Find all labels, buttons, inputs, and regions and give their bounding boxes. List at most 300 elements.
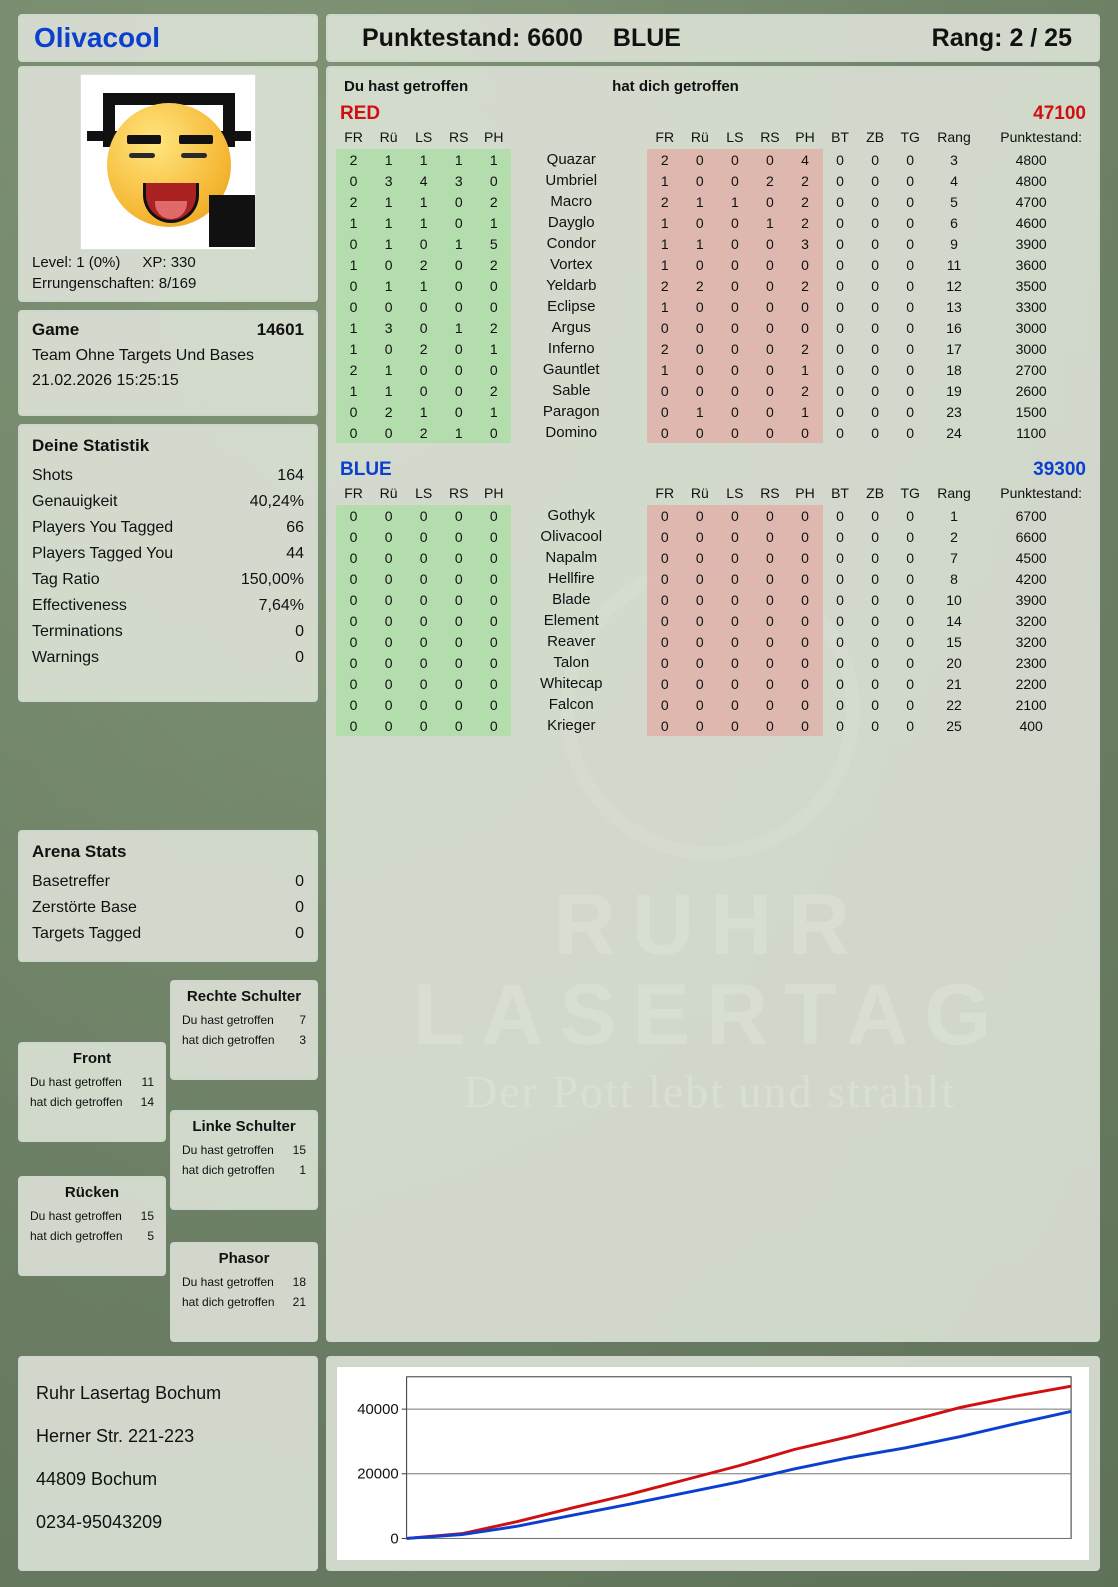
page-title: Olivacool	[34, 22, 161, 53]
game-mode: Team Ohne Targets Und Bases	[32, 347, 255, 364]
cell-zb: 0	[871, 717, 879, 734]
cell-hit: 0	[336, 673, 371, 694]
table-row[interactable]	[336, 149, 1090, 170]
cell-hit: 0	[441, 526, 476, 547]
table-row[interactable]	[336, 254, 1090, 275]
cell-got: 0	[647, 380, 682, 401]
team-name: RED	[340, 103, 381, 124]
cell-hit: 0	[441, 401, 476, 422]
table-row[interactable]	[336, 296, 1090, 317]
cell-zb: 0	[871, 256, 879, 273]
team-header-red	[336, 101, 1090, 127]
cell-got: 0	[717, 505, 752, 526]
cell-got: 0	[787, 505, 822, 526]
cell-got: 1	[647, 212, 682, 233]
zone-hit-row	[180, 1010, 308, 1030]
cell-hit: 1	[371, 359, 406, 380]
cell-got: 0	[752, 296, 787, 317]
table-row[interactable]	[336, 568, 1090, 589]
cell-score: 3000	[1015, 319, 1047, 336]
cell-got: 0	[717, 631, 752, 652]
cell-bt: 0	[836, 151, 844, 168]
cell-player-name: Eclipse	[547, 298, 596, 315]
arena-stats-title: Arena Stats	[32, 842, 127, 861]
cell-hit: 0	[406, 631, 441, 652]
avatar-card	[18, 66, 318, 302]
cell-got: 0	[682, 212, 717, 233]
cell-got: 0	[717, 254, 752, 275]
table-row[interactable]	[336, 526, 1090, 547]
cell-zb: 0	[871, 591, 879, 608]
cell-zb: 0	[871, 424, 879, 441]
cell-rank: 3	[950, 151, 958, 168]
cell-tg: 0	[906, 507, 915, 524]
cell-got: 0	[752, 610, 787, 631]
cell-got: 1	[647, 170, 682, 191]
cell-bt: 0	[836, 570, 844, 587]
zone-hit-row	[28, 1206, 156, 1226]
table-row[interactable]	[336, 170, 1090, 191]
col-player	[511, 483, 647, 505]
cell-hit: 1	[406, 191, 441, 212]
arena-stats-card	[18, 830, 318, 962]
cell-hit: 0	[406, 526, 441, 547]
team-table-blue	[336, 483, 1090, 736]
col-hit-RS: RS	[448, 485, 469, 501]
cell-got: 0	[717, 380, 752, 401]
cell-got: 0	[682, 610, 717, 631]
cell-rank: 15	[946, 633, 962, 650]
table-row[interactable]	[336, 275, 1090, 296]
rank-label: Rang: 2 / 25	[931, 23, 1072, 52]
cell-bt: 0	[836, 319, 844, 336]
cell-hit: 2	[476, 191, 511, 212]
cell-got: 0	[752, 401, 787, 422]
col-hit-LS: LS	[415, 129, 433, 145]
cell-got: 0	[682, 526, 717, 547]
zone-hit-value: 18	[292, 1275, 306, 1289]
cell-hit: 0	[476, 547, 511, 568]
cell-zb: 0	[871, 340, 879, 357]
cell-got: 2	[787, 170, 822, 191]
table-row[interactable]	[336, 505, 1090, 526]
chart-svg	[337, 1367, 1089, 1560]
cell-got: 0	[682, 673, 717, 694]
team-name: BLUE	[340, 459, 392, 480]
cell-tg: 0	[906, 340, 915, 357]
address-line: 44809 Bochum	[36, 1469, 158, 1489]
chart-plot-frame	[407, 1377, 1071, 1539]
cell-got: 0	[647, 610, 682, 631]
cell-score: 1500	[1015, 403, 1047, 420]
cell-bt: 0	[836, 424, 844, 441]
cell-hit: 0	[441, 589, 476, 610]
cell-player-name: Krieger	[547, 717, 596, 734]
stat-label: Players You Tagged	[32, 519, 174, 536]
cell-got: 2	[682, 275, 717, 296]
table-row[interactable]	[336, 694, 1090, 715]
col-tg: TG	[900, 485, 920, 501]
cell-hit: 2	[371, 401, 406, 422]
table-row[interactable]	[336, 317, 1090, 338]
cell-rank: 23	[946, 403, 962, 420]
stat-row	[32, 645, 304, 671]
cell-got: 0	[752, 338, 787, 359]
cell-bt: 0	[836, 172, 844, 189]
cell-got: 1	[682, 401, 717, 422]
cell-player-name: Condor	[546, 235, 596, 252]
cell-hit: 0	[371, 296, 406, 317]
zone-hit-label: Du hast getroffen	[30, 1075, 122, 1089]
cell-got: 0	[752, 380, 787, 401]
table-row[interactable]	[336, 401, 1090, 422]
cell-bt: 0	[836, 696, 844, 713]
col-rang: Rang	[937, 485, 971, 501]
cell-bt: 0	[836, 675, 844, 692]
zone-got-row	[28, 1092, 156, 1112]
table-row[interactable]	[336, 380, 1090, 401]
cell-rank: 9	[950, 235, 958, 252]
cell-got: 1	[682, 191, 717, 212]
cell-got: 2	[647, 191, 682, 212]
table-row[interactable]	[336, 359, 1090, 380]
score-label: Punktestand: 6600	[362, 23, 583, 52]
cell-player-name: Umbriel	[545, 172, 598, 189]
cell-bt: 0	[836, 256, 844, 273]
cell-player-name: Olivacool	[540, 528, 603, 545]
cell-got: 0	[787, 631, 822, 652]
cell-got: 1	[682, 233, 717, 254]
cell-tg: 0	[906, 591, 915, 608]
cell-got: 0	[717, 673, 752, 694]
cell-zb: 0	[871, 382, 879, 399]
cell-player-name: Gauntlet	[542, 361, 600, 378]
cell-zb: 0	[871, 507, 879, 524]
cell-got: 1	[752, 212, 787, 233]
cell-got: 0	[787, 317, 822, 338]
zone-title: Front	[72, 1050, 112, 1067]
cell-got: 2	[787, 212, 822, 233]
cell-hit: 1	[371, 380, 406, 401]
cell-zb: 0	[871, 319, 879, 336]
table-row[interactable]	[336, 631, 1090, 652]
cell-got: 1	[647, 296, 682, 317]
cell-player-name: Reaver	[547, 633, 596, 650]
cell-player-name: Vortex	[549, 256, 593, 273]
cell-hit: 0	[336, 715, 371, 736]
cell-zb: 0	[871, 612, 879, 629]
table-row[interactable]	[336, 610, 1090, 631]
cell-got: 1	[717, 191, 752, 212]
table-row[interactable]	[336, 673, 1090, 694]
cell-tg: 0	[906, 151, 915, 168]
cell-rank: 1	[950, 507, 958, 524]
table-row[interactable]	[336, 422, 1090, 443]
cell-hit: 1	[476, 212, 511, 233]
cell-score: 6600	[1015, 528, 1047, 545]
cell-hit: 1	[371, 149, 406, 170]
cell-tg: 0	[906, 654, 915, 671]
cell-tg: 0	[906, 549, 915, 566]
cell-rank: 2	[950, 528, 958, 545]
table-row[interactable]	[336, 191, 1090, 212]
cell-player-name: Falcon	[548, 696, 594, 713]
cell-hit: 0	[476, 610, 511, 631]
cell-got: 0	[647, 317, 682, 338]
score-progress-chart-card	[326, 1356, 1100, 1571]
cell-got: 0	[752, 359, 787, 380]
zone-hit-label: Du hast getroffen	[182, 1143, 274, 1157]
cell-hit: 3	[371, 317, 406, 338]
zone-got-row	[180, 1292, 308, 1312]
arena-row	[32, 869, 304, 895]
heading-hits-dealt: Du hast getroffen	[344, 78, 469, 95]
cell-player-name: Sable	[552, 382, 591, 399]
cell-tg: 0	[906, 361, 915, 378]
cell-got: 2	[647, 149, 682, 170]
cell-tg: 0	[906, 717, 915, 734]
cell-tg: 0	[906, 675, 915, 692]
cell-got: 0	[717, 212, 752, 233]
game-id: 14601	[256, 320, 304, 339]
cell-got: 0	[682, 338, 717, 359]
player-name-card	[18, 14, 318, 62]
col-got-PH: PH	[795, 129, 815, 145]
cell-player-name: Element	[543, 612, 599, 629]
zone-got-label: hat dich getroffen	[182, 1295, 275, 1309]
cell-hit: 0	[441, 547, 476, 568]
col-got-LS: LS	[726, 129, 744, 145]
zone-title: Linke Schulter	[192, 1118, 296, 1135]
cell-got: 0	[752, 275, 787, 296]
cell-zb: 0	[871, 214, 879, 231]
cell-player-name: Hellfire	[547, 570, 595, 587]
cell-hit: 0	[406, 380, 441, 401]
game-card	[18, 310, 318, 416]
heading-hits-taken: hat dich getroffen	[612, 78, 739, 95]
col-got-LS: LS	[726, 485, 744, 501]
cell-got: 0	[717, 715, 752, 736]
cell-tg: 0	[906, 424, 915, 441]
cell-hit: 0	[476, 275, 511, 296]
cell-got: 0	[717, 233, 752, 254]
cell-bt: 0	[836, 612, 844, 629]
table-row[interactable]	[336, 715, 1090, 736]
zone-card-phasor	[170, 1242, 318, 1342]
zone-card-rechte-schulter	[170, 980, 318, 1080]
cell-hit: 0	[371, 338, 406, 359]
game-title: Game	[32, 320, 80, 339]
col-got-Rü: Rü	[690, 129, 709, 145]
cell-zb: 0	[871, 696, 879, 713]
zone-card-ruecken	[18, 1176, 166, 1276]
stat-label: Players Tagged You	[32, 545, 174, 562]
col-zb: ZB	[866, 129, 885, 145]
cell-hit: 0	[336, 422, 371, 443]
cell-hit: 0	[371, 547, 406, 568]
cell-zb: 0	[871, 675, 879, 692]
scoreboard-card	[326, 66, 1100, 1342]
zone-hit-value: 11	[141, 1075, 154, 1089]
cell-hit: 2	[476, 380, 511, 401]
cell-hit: 0	[336, 694, 371, 715]
cell-got: 0	[787, 296, 822, 317]
cell-hit: 1	[336, 212, 371, 233]
col-bt: BT	[831, 485, 849, 501]
cell-score: 2100	[1015, 696, 1047, 713]
zone-got-value: 5	[147, 1229, 154, 1243]
team-label: BLUE	[612, 23, 681, 52]
cell-got: 0	[682, 547, 717, 568]
achievements-line: Errungenschaften: 8/169	[32, 275, 197, 292]
cell-bt: 0	[836, 549, 844, 566]
stat-value: 40,24%	[249, 493, 304, 510]
table-row[interactable]	[336, 338, 1090, 359]
zone-title: Phasor	[218, 1250, 270, 1267]
scoreboard-headings	[336, 74, 1090, 101]
cell-rank: 8	[950, 570, 958, 587]
cell-got: 0	[647, 589, 682, 610]
header-summary	[326, 14, 1100, 62]
cell-player-name: Domino	[545, 424, 598, 441]
cell-zb: 0	[871, 570, 879, 587]
cell-got: 0	[752, 233, 787, 254]
cell-got: 0	[682, 296, 717, 317]
cell-hit: 0	[371, 254, 406, 275]
cell-bt: 0	[836, 361, 844, 378]
col-zb: ZB	[866, 485, 885, 501]
cell-got: 0	[752, 694, 787, 715]
cell-hit: 0	[441, 715, 476, 736]
cell-hit: 0	[441, 631, 476, 652]
cell-hit: 0	[371, 526, 406, 547]
cell-hit: 1	[441, 317, 476, 338]
zone-got-label: hat dich getroffen	[182, 1033, 275, 1047]
cell-rank: 14	[946, 612, 962, 629]
cell-got: 0	[787, 652, 822, 673]
cell-got: 0	[787, 547, 822, 568]
cell-got: 0	[752, 631, 787, 652]
stat-value: 0	[295, 649, 304, 666]
cell-got: 0	[682, 317, 717, 338]
cell-got: 0	[717, 401, 752, 422]
arena-row	[32, 921, 304, 947]
cell-hit: 0	[476, 526, 511, 547]
cell-hit: 0	[336, 547, 371, 568]
cell-got: 4	[787, 149, 822, 170]
cell-hit: 0	[406, 547, 441, 568]
cell-player-name: Quazar	[546, 151, 596, 168]
zone-hit-value: 15	[292, 1143, 306, 1157]
cell-hit: 1	[476, 149, 511, 170]
cell-hit: 0	[441, 673, 476, 694]
cell-hit: 0	[406, 296, 441, 317]
cell-hit: 2	[476, 317, 511, 338]
cell-hit: 0	[406, 359, 441, 380]
cell-rank: 12	[946, 277, 962, 294]
cell-player-name: Paragon	[542, 403, 600, 420]
cell-tg: 0	[906, 235, 915, 252]
cell-hit: 1	[441, 149, 476, 170]
col-got-FR: FR	[655, 485, 675, 501]
cell-zb: 0	[871, 361, 879, 378]
cell-score: 4700	[1015, 193, 1047, 210]
cell-hit: 1	[336, 254, 371, 275]
cell-got: 0	[682, 715, 717, 736]
cell-got: 0	[752, 673, 787, 694]
zone-card-linke-schulter	[170, 1110, 318, 1210]
score-progress-chart	[336, 1366, 1090, 1561]
cell-score: 3300	[1015, 298, 1047, 315]
arena-row	[32, 895, 304, 921]
cell-rank: 22	[946, 696, 962, 713]
cell-hit: 0	[441, 275, 476, 296]
team-table-red	[336, 127, 1090, 443]
table-row[interactable]	[336, 233, 1090, 254]
cell-score: 3900	[1015, 591, 1047, 608]
stat-value: 164	[277, 467, 304, 484]
table-row[interactable]	[336, 589, 1090, 610]
address-line: Ruhr Lasertag Bochum	[36, 1383, 222, 1403]
cell-got: 0	[682, 568, 717, 589]
cell-bt: 0	[836, 633, 844, 650]
cell-bt: 0	[836, 298, 844, 315]
cell-got: 0	[647, 526, 682, 547]
cell-got: 2	[787, 191, 822, 212]
cell-hit: 1	[406, 212, 441, 233]
cell-hit: 0	[336, 631, 371, 652]
cell-hit: 0	[406, 715, 441, 736]
cell-hit: 0	[371, 631, 406, 652]
cell-got: 0	[717, 275, 752, 296]
cell-got: 0	[752, 191, 787, 212]
cell-score: 4800	[1015, 151, 1047, 168]
cell-tg: 0	[906, 633, 915, 650]
cell-rank: 7	[950, 549, 958, 566]
zone-got-value: 14	[140, 1095, 154, 1109]
cell-hit: 0	[406, 610, 441, 631]
team-spacer	[336, 443, 1090, 457]
address-line: Herner Str. 221-223	[36, 1426, 195, 1446]
table-row[interactable]	[336, 652, 1090, 673]
cell-hit: 2	[336, 359, 371, 380]
table-row[interactable]	[336, 547, 1090, 568]
table-row[interactable]	[336, 212, 1090, 233]
cell-rank: 13	[946, 298, 962, 315]
cell-rank: 4	[950, 172, 958, 189]
cell-zb: 0	[871, 298, 879, 315]
game-datetime: 21.02.2026 15:25:15	[32, 372, 179, 389]
arena-label: Basetreffer	[32, 873, 110, 890]
teams-container	[336, 101, 1090, 736]
cell-zb: 0	[871, 549, 879, 566]
cell-hit: 0	[371, 589, 406, 610]
zone-got-row	[180, 1160, 308, 1180]
xp-value: XP: 330	[142, 254, 196, 271]
cell-hit: 1	[476, 338, 511, 359]
zone-got-label: hat dich getroffen	[182, 1163, 275, 1177]
col-punktestand: Punktestand:	[1000, 485, 1082, 501]
cell-tg: 0	[906, 319, 915, 336]
cell-rank: 24	[946, 424, 962, 441]
team-total-score: 47100	[1033, 103, 1086, 124]
cell-bt: 0	[836, 591, 844, 608]
cell-rank: 20	[946, 654, 962, 671]
cell-hit: 0	[441, 505, 476, 526]
cell-got: 0	[787, 526, 822, 547]
col-hit-FR: FR	[344, 485, 363, 501]
cell-hit: 0	[476, 715, 511, 736]
